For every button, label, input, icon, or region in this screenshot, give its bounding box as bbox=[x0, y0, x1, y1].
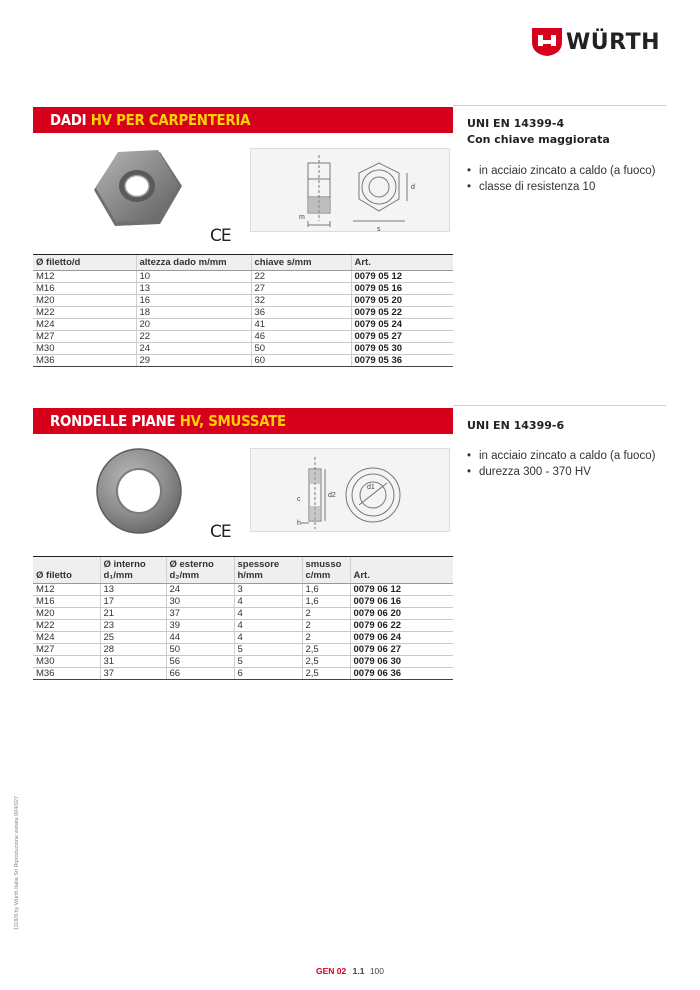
wurth-logo bbox=[532, 28, 660, 56]
table-cell: M36 bbox=[33, 355, 136, 367]
table-cell: M20 bbox=[33, 295, 136, 307]
table-cell: 66 bbox=[166, 668, 234, 680]
table-cell: 46 bbox=[251, 331, 351, 343]
washers-col-chamfer: smusso c/mm bbox=[302, 557, 350, 584]
section2-title bbox=[50, 408, 286, 434]
nuts-table-header bbox=[33, 255, 453, 271]
table-row bbox=[33, 668, 453, 680]
drawing-label-m: m bbox=[299, 214, 305, 221]
nuts-col-height: altezza dado m/mm bbox=[136, 255, 251, 271]
footer-page-ref: 1.1 bbox=[352, 966, 365, 976]
table-row bbox=[33, 620, 453, 632]
table-cell: M22 bbox=[33, 307, 136, 319]
section2-features bbox=[467, 448, 655, 480]
table-cell: 6 bbox=[234, 668, 302, 680]
drawing-label-d2: d2 bbox=[328, 492, 336, 499]
brand-name: WÜRTH bbox=[566, 29, 661, 55]
table-cell: 36 bbox=[251, 307, 351, 319]
table-row bbox=[33, 632, 453, 644]
washers-col-outer: Ø esterno d₂/mm bbox=[166, 557, 234, 584]
nuts-col-thread: Ø filetto/d bbox=[33, 255, 136, 271]
section1-header-rule bbox=[453, 105, 666, 106]
hex-nut-photo bbox=[90, 148, 185, 232]
table-cell: 2 bbox=[302, 632, 350, 644]
table-cell: 13 bbox=[100, 584, 166, 596]
washers-col-inner: Ø interno d₁/mm bbox=[100, 557, 166, 584]
table-cell: 20 bbox=[136, 319, 251, 331]
table-row bbox=[33, 608, 453, 620]
table-cell: M16 bbox=[33, 283, 136, 295]
drawing-label-d: d bbox=[411, 184, 415, 191]
section1-technical-drawing bbox=[250, 148, 450, 232]
table-cell: M27 bbox=[33, 331, 136, 343]
table-cell: 3 bbox=[234, 584, 302, 596]
copyright-side-note: 1118/8 by Würth Italia Srl Riproduzione vietata 004/027 bbox=[14, 795, 20, 930]
footer-section: GEN 02 bbox=[316, 966, 347, 976]
article-code: 0079 05 22 bbox=[351, 307, 453, 319]
article-code: 0079 06 30 bbox=[350, 656, 453, 668]
table-cell: M20 bbox=[33, 608, 100, 620]
table-cell: 21 bbox=[100, 608, 166, 620]
section2-technical-drawing bbox=[250, 448, 450, 532]
table-row bbox=[33, 343, 453, 355]
article-code: 0079 06 12 bbox=[350, 584, 453, 596]
table-cell: 1,6 bbox=[302, 596, 350, 608]
table-cell: 29 bbox=[136, 355, 251, 367]
nuts-table-body bbox=[33, 271, 453, 367]
table-cell: M16 bbox=[33, 596, 100, 608]
table-row bbox=[33, 331, 453, 343]
table-cell: 22 bbox=[251, 271, 351, 283]
table-cell: 10 bbox=[136, 271, 251, 283]
table-cell: 60 bbox=[251, 355, 351, 367]
section2-title-main: RONDELLE PIANE bbox=[50, 412, 176, 430]
page-footer bbox=[316, 966, 384, 976]
table-cell: 4 bbox=[234, 620, 302, 632]
table-cell: 23 bbox=[100, 620, 166, 632]
washers-table-header bbox=[33, 557, 453, 584]
table-cell: 44 bbox=[166, 632, 234, 644]
washers-col-thickness: spessore h/mm bbox=[234, 557, 302, 584]
table-cell: 41 bbox=[251, 319, 351, 331]
table-cell: 28 bbox=[100, 644, 166, 656]
table-row bbox=[33, 656, 453, 668]
table-row bbox=[33, 319, 453, 331]
article-code: 0079 05 16 bbox=[351, 283, 453, 295]
section1-feature: • in acciaio zincato a caldo (a fuoco) bbox=[467, 163, 655, 179]
table-cell: 17 bbox=[100, 596, 166, 608]
table-cell: 4 bbox=[234, 632, 302, 644]
table-cell: 56 bbox=[166, 656, 234, 668]
drawing-label-s: s bbox=[377, 226, 381, 233]
table-cell: 5 bbox=[234, 644, 302, 656]
table-row bbox=[33, 307, 453, 319]
table-cell: 24 bbox=[166, 584, 234, 596]
table-cell: 4 bbox=[234, 596, 302, 608]
table-cell: M36 bbox=[33, 668, 100, 680]
article-code: 0079 06 24 bbox=[350, 632, 453, 644]
table-cell: 27 bbox=[251, 283, 351, 295]
table-cell: 25 bbox=[100, 632, 166, 644]
section1-subtitle: Con chiave maggiorata bbox=[467, 133, 610, 146]
section2-standard: UNI EN 14399-6 bbox=[467, 419, 565, 432]
article-code: 0079 05 30 bbox=[351, 343, 453, 355]
table-cell: 1,6 bbox=[302, 584, 350, 596]
table-cell: 50 bbox=[166, 644, 234, 656]
table-cell: 32 bbox=[251, 295, 351, 307]
nuts-col-wrench: chiave s/mm bbox=[251, 255, 351, 271]
section1-feature: • classe di resistenza 10 bbox=[467, 179, 655, 195]
table-cell: 2,5 bbox=[302, 644, 350, 656]
table-row bbox=[33, 295, 453, 307]
section2-header-rule bbox=[453, 405, 666, 406]
washers-table bbox=[33, 556, 453, 680]
table-row bbox=[33, 596, 453, 608]
table-row bbox=[33, 644, 453, 656]
section2-ce-mark: CE bbox=[210, 522, 231, 542]
section1-ce-mark: CE bbox=[210, 226, 231, 246]
table-cell: 4 bbox=[234, 608, 302, 620]
drawing-label-h: h bbox=[297, 520, 301, 527]
washer-dimension-drawing bbox=[251, 449, 451, 533]
section1-features bbox=[467, 163, 655, 195]
wurth-logo-icon bbox=[532, 28, 562, 56]
table-row bbox=[33, 271, 453, 283]
table-cell: M24 bbox=[33, 319, 136, 331]
table-cell: M27 bbox=[33, 644, 100, 656]
article-code: 0079 05 20 bbox=[351, 295, 453, 307]
article-code: 0079 05 27 bbox=[351, 331, 453, 343]
table-cell: 30 bbox=[166, 596, 234, 608]
article-code: 0079 06 36 bbox=[350, 668, 453, 680]
table-cell: 31 bbox=[100, 656, 166, 668]
washers-col-thread: Ø filetto bbox=[33, 557, 100, 584]
table-row bbox=[33, 584, 453, 596]
table-cell: 2,5 bbox=[302, 668, 350, 680]
section1-title-highlight: HV PER CARPENTERIA bbox=[90, 111, 251, 129]
table-row bbox=[33, 355, 453, 367]
table-cell: 24 bbox=[136, 343, 251, 355]
nuts-col-article: Art. bbox=[351, 255, 453, 271]
section2-feature: • durezza 300 - 370 HV bbox=[467, 464, 655, 480]
table-cell: 5 bbox=[234, 656, 302, 668]
table-cell: M22 bbox=[33, 620, 100, 632]
section2-title-highlight-2: SMUSSATE bbox=[208, 412, 286, 430]
article-code: 0079 06 20 bbox=[350, 608, 453, 620]
table-cell: 2 bbox=[302, 620, 350, 632]
table-cell: 50 bbox=[251, 343, 351, 355]
article-code: 0079 05 24 bbox=[351, 319, 453, 331]
section2-feature: • in acciaio zincato a caldo (a fuoco) bbox=[467, 448, 655, 464]
article-code: 0079 05 36 bbox=[351, 355, 453, 367]
article-code: 0079 05 12 bbox=[351, 271, 453, 283]
section2-title-highlight: HV, bbox=[179, 412, 204, 430]
table-cell: 18 bbox=[136, 307, 251, 319]
article-code: 0079 06 22 bbox=[350, 620, 453, 632]
table-cell: M30 bbox=[33, 343, 136, 355]
table-cell: M12 bbox=[33, 271, 136, 283]
section1-spec bbox=[467, 116, 610, 148]
table-cell: 13 bbox=[136, 283, 251, 295]
drawing-label-d1: d1 bbox=[367, 484, 375, 491]
table-cell: 2 bbox=[302, 608, 350, 620]
table-cell: 2,5 bbox=[302, 656, 350, 668]
flat-washer-photo bbox=[94, 446, 184, 536]
drawing-label-c: c bbox=[297, 496, 301, 503]
nuts-table bbox=[33, 254, 453, 367]
washers-table-body bbox=[33, 584, 453, 680]
table-cell: 16 bbox=[136, 295, 251, 307]
table-cell: 37 bbox=[100, 668, 166, 680]
section1-standard: UNI EN 14399-4 bbox=[467, 117, 565, 130]
table-row bbox=[33, 283, 453, 295]
section1-title-main: DADI bbox=[50, 111, 87, 129]
footer-page-number: 100 bbox=[369, 966, 385, 976]
table-cell: 22 bbox=[136, 331, 251, 343]
table-cell: M24 bbox=[33, 632, 100, 644]
section2-spec bbox=[467, 418, 564, 434]
section1-title bbox=[50, 107, 250, 133]
article-code: 0079 06 16 bbox=[350, 596, 453, 608]
table-cell: 39 bbox=[166, 620, 234, 632]
nut-dimension-drawing bbox=[251, 149, 451, 233]
article-code: 0079 06 27 bbox=[350, 644, 453, 656]
table-cell: M30 bbox=[33, 656, 100, 668]
table-cell: M12 bbox=[33, 584, 100, 596]
washers-col-article: Art. bbox=[350, 557, 453, 584]
table-cell: 37 bbox=[166, 608, 234, 620]
